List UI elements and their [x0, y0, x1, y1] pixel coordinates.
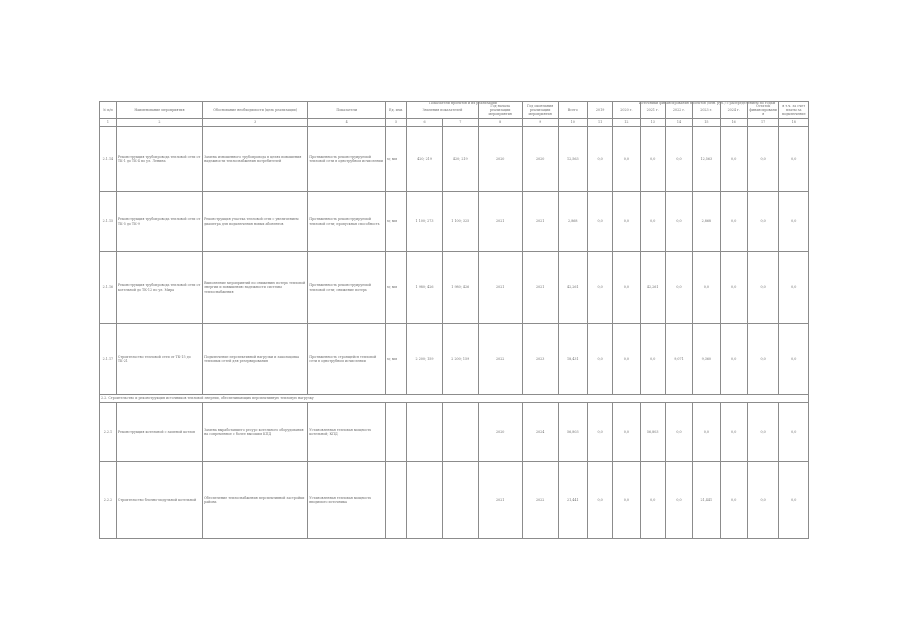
cell-name: Строительство блочно-модульной котельной	[116, 462, 202, 539]
cell-reason: Обеспечение теплоснабжения перспективной застройки района	[203, 462, 308, 539]
cell-start: 2021	[478, 252, 522, 324]
cell-conn: 0,0	[779, 403, 809, 462]
cell-name: Реконструкция котельной с заменой котлов	[116, 403, 202, 462]
col-total: Всего	[558, 102, 587, 119]
cell-end: 2023	[522, 324, 558, 395]
cell-rest: 0,0	[747, 252, 779, 324]
cell-conn: 0,0	[779, 462, 809, 539]
cell-total: 42,261	[558, 252, 587, 324]
cell-total: 2,868	[558, 192, 587, 252]
table-row	[100, 127, 809, 192]
cell-end: 2020	[522, 127, 558, 192]
table-body-sources	[100, 403, 809, 539]
col-end: Год окончания реализации мероприятия	[522, 102, 558, 119]
cell-conn: 0,0	[779, 127, 809, 192]
cell-name: Реконструкция трубопровода тепловой сети от ТК-5 до ТК-9	[116, 192, 202, 252]
col-number: 14	[665, 119, 692, 127]
cell-unit: м; мм	[386, 252, 407, 324]
cell-y3: 56,803	[640, 403, 665, 462]
cell-start: 2021	[478, 192, 522, 252]
cell-y4: 0,0	[665, 192, 692, 252]
cell-start: 2022	[478, 324, 522, 395]
cell-conn: 0,0	[779, 324, 809, 395]
cell-y5: 12,563	[693, 127, 720, 192]
cell-indicator: Установленная тепловая мощность котельной; КПД	[308, 403, 386, 462]
cell-y6: 0,0	[720, 252, 747, 324]
cell-total: 56,803	[558, 403, 587, 462]
col-start: Год начала реализации мероприятия	[478, 102, 522, 119]
cell-y2: 0,0	[613, 252, 640, 324]
cell-y2: 0,0	[613, 403, 640, 462]
col-number: 12	[613, 119, 640, 127]
col-name: Наименование мероприятия	[116, 102, 202, 119]
cell-v1: 1 100; 273	[407, 192, 443, 252]
cell-y1: 0,0	[588, 462, 613, 539]
cell-rest: 0,0	[747, 127, 779, 192]
cell-end: 2021	[522, 192, 558, 252]
cell-reason: Подключение перспективной нагрузки и закольцовка тепловых сетей для резервирования	[203, 324, 308, 395]
cell-id: 2.1.15	[100, 192, 117, 252]
table-row	[100, 462, 809, 539]
col-number: 16	[720, 119, 747, 127]
cell-name: Строительство тепловой сети от ТК-15 до ТК-21	[116, 324, 202, 395]
cell-y1: 0,0	[588, 403, 613, 462]
col-number: 11	[588, 119, 613, 127]
cell-y6: 0,0	[720, 324, 747, 395]
cell-indicator: Протяженность реконструируемой тепловой сети; пропускная способность	[308, 192, 386, 252]
cell-total: 12,563	[558, 127, 587, 192]
col-number: 9	[522, 119, 558, 127]
cell-y5: 21,441	[693, 462, 720, 539]
col-number: 5	[386, 119, 407, 127]
col-number: 6	[407, 119, 443, 127]
col-values: Значения показателей	[407, 102, 479, 119]
col-number: 13	[640, 119, 665, 127]
cell-v2	[442, 403, 478, 462]
cell-id: 2.2.1	[100, 403, 117, 462]
table-row	[100, 192, 809, 252]
cell-id: 2.1.14	[100, 127, 117, 192]
cell-unit	[386, 462, 407, 539]
section-row	[100, 395, 809, 403]
cell-v2: 2 200; 159	[442, 324, 478, 395]
col-2024: 2024 г.	[720, 102, 747, 119]
cell-rest: 0,0	[747, 324, 779, 395]
cell-conn: 0,0	[779, 252, 809, 324]
col-number: 7	[442, 119, 478, 127]
col-unit: Ед. изм.	[386, 102, 407, 119]
col-number: 17	[747, 119, 779, 127]
col-number: 4	[308, 119, 386, 127]
cell-y4: 9,071	[665, 324, 692, 395]
col-indicator: Показатели	[308, 102, 386, 119]
col-number: 1	[100, 119, 117, 127]
col-conn: в т.ч. за счет платы за подключение	[779, 102, 809, 119]
col-number: 18	[779, 119, 809, 127]
header-row	[100, 102, 809, 119]
col-reason: Обоснование необходимости (цель реализации)	[203, 102, 308, 119]
cell-y3: 42,261	[640, 252, 665, 324]
cell-v2: 1 100; 325	[442, 192, 478, 252]
cell-rest: 0,0	[747, 403, 779, 462]
cell-y2: 0,0	[613, 192, 640, 252]
cell-reason: Замена выработавшего ресурс котельного оборудования на современное с более высоким КПД	[203, 403, 308, 462]
document-sheet	[99, 101, 809, 569]
col-rest: Остаток финансирования	[747, 102, 779, 119]
cell-y4: 0,0	[665, 403, 692, 462]
cell-conn: 0,0	[779, 192, 809, 252]
cell-y2: 0,0	[613, 324, 640, 395]
cell-reason: Выполнение мероприятий по снижению потерь тепловой энергии и повышению надежности системы теплоснабжения	[203, 252, 308, 324]
cell-v1	[407, 462, 443, 539]
col-number: 8	[478, 119, 522, 127]
cell-total: 21,441	[558, 462, 587, 539]
cell-y5: 0,0	[693, 403, 720, 462]
cell-total: 18,431	[558, 324, 587, 395]
cell-unit: м; мм	[386, 192, 407, 252]
col-2019: 2019	[588, 102, 613, 119]
cell-v2	[442, 462, 478, 539]
col-2022: 2022 г.	[665, 102, 692, 119]
cell-start: 2020	[478, 127, 522, 192]
col-number: 15	[693, 119, 720, 127]
cell-reason: Реконструкция участка тепловой сети с увеличением диаметра для подключения новых абонентов	[203, 192, 308, 252]
cell-y2: 0,0	[613, 462, 640, 539]
cell-y5: 0,0	[693, 252, 720, 324]
cell-reason: Замена изношенного трубопровода в целях повышения надежности теплоснабжения потребителей	[203, 127, 308, 192]
cell-indicator: Протяженность реконструируемой тепловой сети в однотрубном исчислении	[308, 127, 386, 192]
cell-y4: 0,0	[665, 127, 692, 192]
cell-id: 2.1.16	[100, 252, 117, 324]
finance-group-header: Источники финансирования проектов (млн. руб.) с распределением по годам	[638, 101, 776, 105]
cell-start: 2020	[478, 403, 522, 462]
cell-end: 2024	[522, 403, 558, 462]
cell-v2: 1 980; 426	[442, 252, 478, 324]
cell-y3: 0,0	[640, 324, 665, 395]
cell-y5: 2,868	[693, 192, 720, 252]
cell-y1: 0,0	[588, 192, 613, 252]
cell-y3: 0,0	[640, 462, 665, 539]
cell-id: 2.2.2	[100, 462, 117, 539]
cell-y1: 0,0	[588, 127, 613, 192]
col-2021: 2021 г.	[640, 102, 665, 119]
cell-y6: 0,0	[720, 403, 747, 462]
cell-indicator: Протяженность строящейся тепловой сети в однотрубном исчислении	[308, 324, 386, 395]
table-row	[100, 403, 809, 462]
col-number: 3	[203, 119, 308, 127]
cell-rest: 0,0	[747, 192, 779, 252]
cell-v1: 1 980; 426	[407, 252, 443, 324]
cell-v2: 420; 219	[442, 127, 478, 192]
cell-indicator: Протяженность реконструируемой тепловой сети; снижение потерь	[308, 252, 386, 324]
cell-name: Реконструкция трубопровода тепловой сети от ТК-1 до ТК-4 по ул. Ленина	[116, 127, 202, 192]
table-row	[100, 324, 809, 395]
cell-name: Реконструкция трубопровода тепловой сети от котельной до ТК-12 по ул. Мира	[116, 252, 202, 324]
plan-group-header: Показатели проектов и их реализации	[429, 101, 497, 105]
cell-y4: 0,0	[665, 462, 692, 539]
cell-end: 2022	[522, 462, 558, 539]
cell-y3: 0,0	[640, 192, 665, 252]
cell-indicator: Установленная тепловая мощность вводимого источника	[308, 462, 386, 539]
section-title: 2.2. Строительство и реконструкция источников тепловой энергии, обеспечивающих перспективную тепловую нагрузку	[100, 395, 809, 403]
cell-v1	[407, 403, 443, 462]
col-2023: 2023 г.	[693, 102, 720, 119]
cell-y1: 0,0	[588, 252, 613, 324]
numbering-row	[100, 119, 809, 127]
col-number: 10	[558, 119, 587, 127]
cell-v1: 2 200; 159	[407, 324, 443, 395]
cell-rest: 0,0	[747, 462, 779, 539]
col-number: 2	[116, 119, 202, 127]
cell-y1: 0,0	[588, 324, 613, 395]
table-row	[100, 252, 809, 324]
col-num: № п/п	[100, 102, 117, 119]
cell-y6: 0,0	[720, 127, 747, 192]
cell-unit: м; мм	[386, 324, 407, 395]
cell-end: 2021	[522, 252, 558, 324]
cell-y4: 0,0	[665, 252, 692, 324]
table-body-networks	[100, 127, 809, 395]
cell-y6: 0,0	[720, 462, 747, 539]
cell-y3: 0,0	[640, 127, 665, 192]
cell-unit	[386, 403, 407, 462]
investment-table	[99, 101, 809, 539]
cell-y2: 0,0	[613, 127, 640, 192]
col-2020: 2020 г.	[613, 102, 640, 119]
cell-id: 2.1.17	[100, 324, 117, 395]
cell-y6: 0,0	[720, 192, 747, 252]
cell-unit: м; мм	[386, 127, 407, 192]
cell-v1: 420; 219	[407, 127, 443, 192]
cell-y5: 9,360	[693, 324, 720, 395]
cell-start: 2021	[478, 462, 522, 539]
